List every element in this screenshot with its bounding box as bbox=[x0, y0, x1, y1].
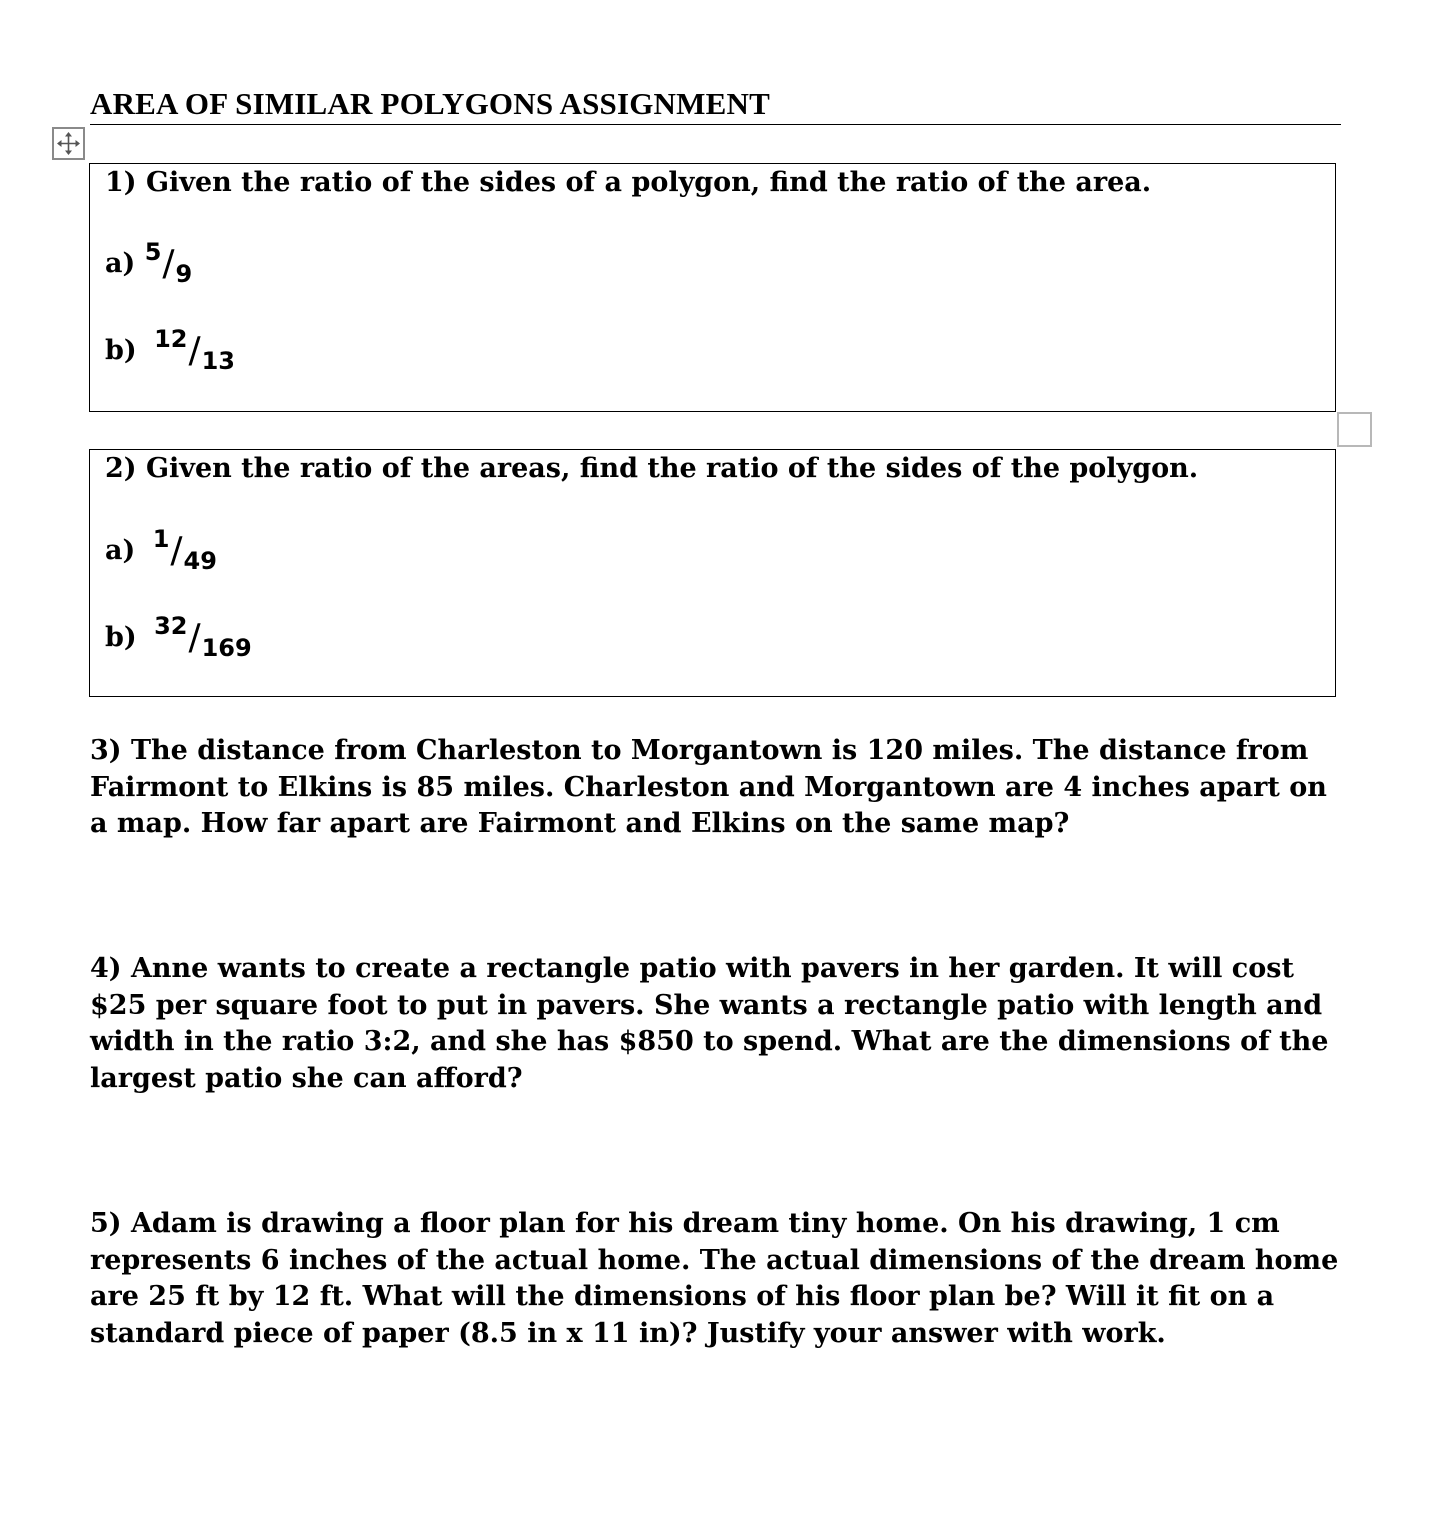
question-2a bbox=[105, 525, 217, 575]
fraction-slash: / bbox=[170, 530, 183, 571]
table-resize-handle[interactable] bbox=[1337, 412, 1372, 447]
question-2-table bbox=[89, 449, 1336, 697]
fraction-numerator: 1 bbox=[152, 525, 170, 553]
fraction bbox=[154, 612, 252, 662]
item-label: a) bbox=[105, 248, 136, 279]
table-move-handle[interactable] bbox=[52, 127, 85, 160]
question-4: 4) Anne wants to create a rectangle patio with pavers in her garden. It will cost $25 per square foot to put in pavers. She wants a rectangle patio with length and width in the ratio 3:2, and she has $850 to spend. What are the dimensions of the largest patio she can afford? bbox=[90, 953, 1329, 1094]
question-2-prompt: 2) Given the ratio of the areas, find the ratio of the sides of the polygon. bbox=[105, 453, 1199, 484]
fraction-slash: / bbox=[188, 330, 201, 371]
question-1-prompt: 1) Given the ratio of the sides of a polygon, find the ratio of the area. bbox=[105, 167, 1152, 198]
fraction-numerator: 32 bbox=[154, 612, 188, 640]
question-2b bbox=[105, 612, 252, 662]
question-3: 3) The distance from Charleston to Morgantown is 120 miles. The distance from Fairmont to Elkins is 85 miles. Charleston and Morgantown are 4 inches apart on a map. How far apart are Fairmont and Elkins on the same map? bbox=[90, 735, 1327, 839]
page-title: AREA OF SIMILAR POLYGONS ASSIGNMENT bbox=[90, 86, 1341, 125]
fraction-denominator: 9 bbox=[175, 260, 193, 288]
fraction-denominator: 169 bbox=[201, 634, 252, 662]
item-label: b) bbox=[105, 622, 137, 653]
question-1b bbox=[105, 325, 236, 375]
fraction bbox=[152, 525, 217, 575]
fraction-slash: / bbox=[188, 617, 201, 658]
item-label: a) bbox=[105, 535, 136, 566]
move-arrows-icon bbox=[56, 131, 81, 156]
fraction-numerator: 5 bbox=[144, 238, 162, 266]
item-label: b) bbox=[105, 335, 137, 366]
question-5: 5) Adam is drawing a floor plan for his dream tiny home. On his drawing, 1 cm represents 6 inches of the actual home. The actual dimensions of the dream home are 25 ft by 12 ft. What will the dimensions of his floor plan be? Will it fit on a standard piece of paper (8.5 in x 11 in)? Justify your answer with work. bbox=[90, 1208, 1339, 1349]
question-1a bbox=[105, 238, 193, 288]
question-1-table bbox=[89, 163, 1336, 412]
fraction-denominator: 49 bbox=[183, 547, 217, 575]
fraction-slash: / bbox=[162, 243, 175, 284]
fraction-numerator: 12 bbox=[154, 325, 188, 353]
fraction bbox=[154, 325, 236, 375]
fraction bbox=[144, 238, 193, 288]
fraction-denominator: 13 bbox=[201, 347, 236, 375]
